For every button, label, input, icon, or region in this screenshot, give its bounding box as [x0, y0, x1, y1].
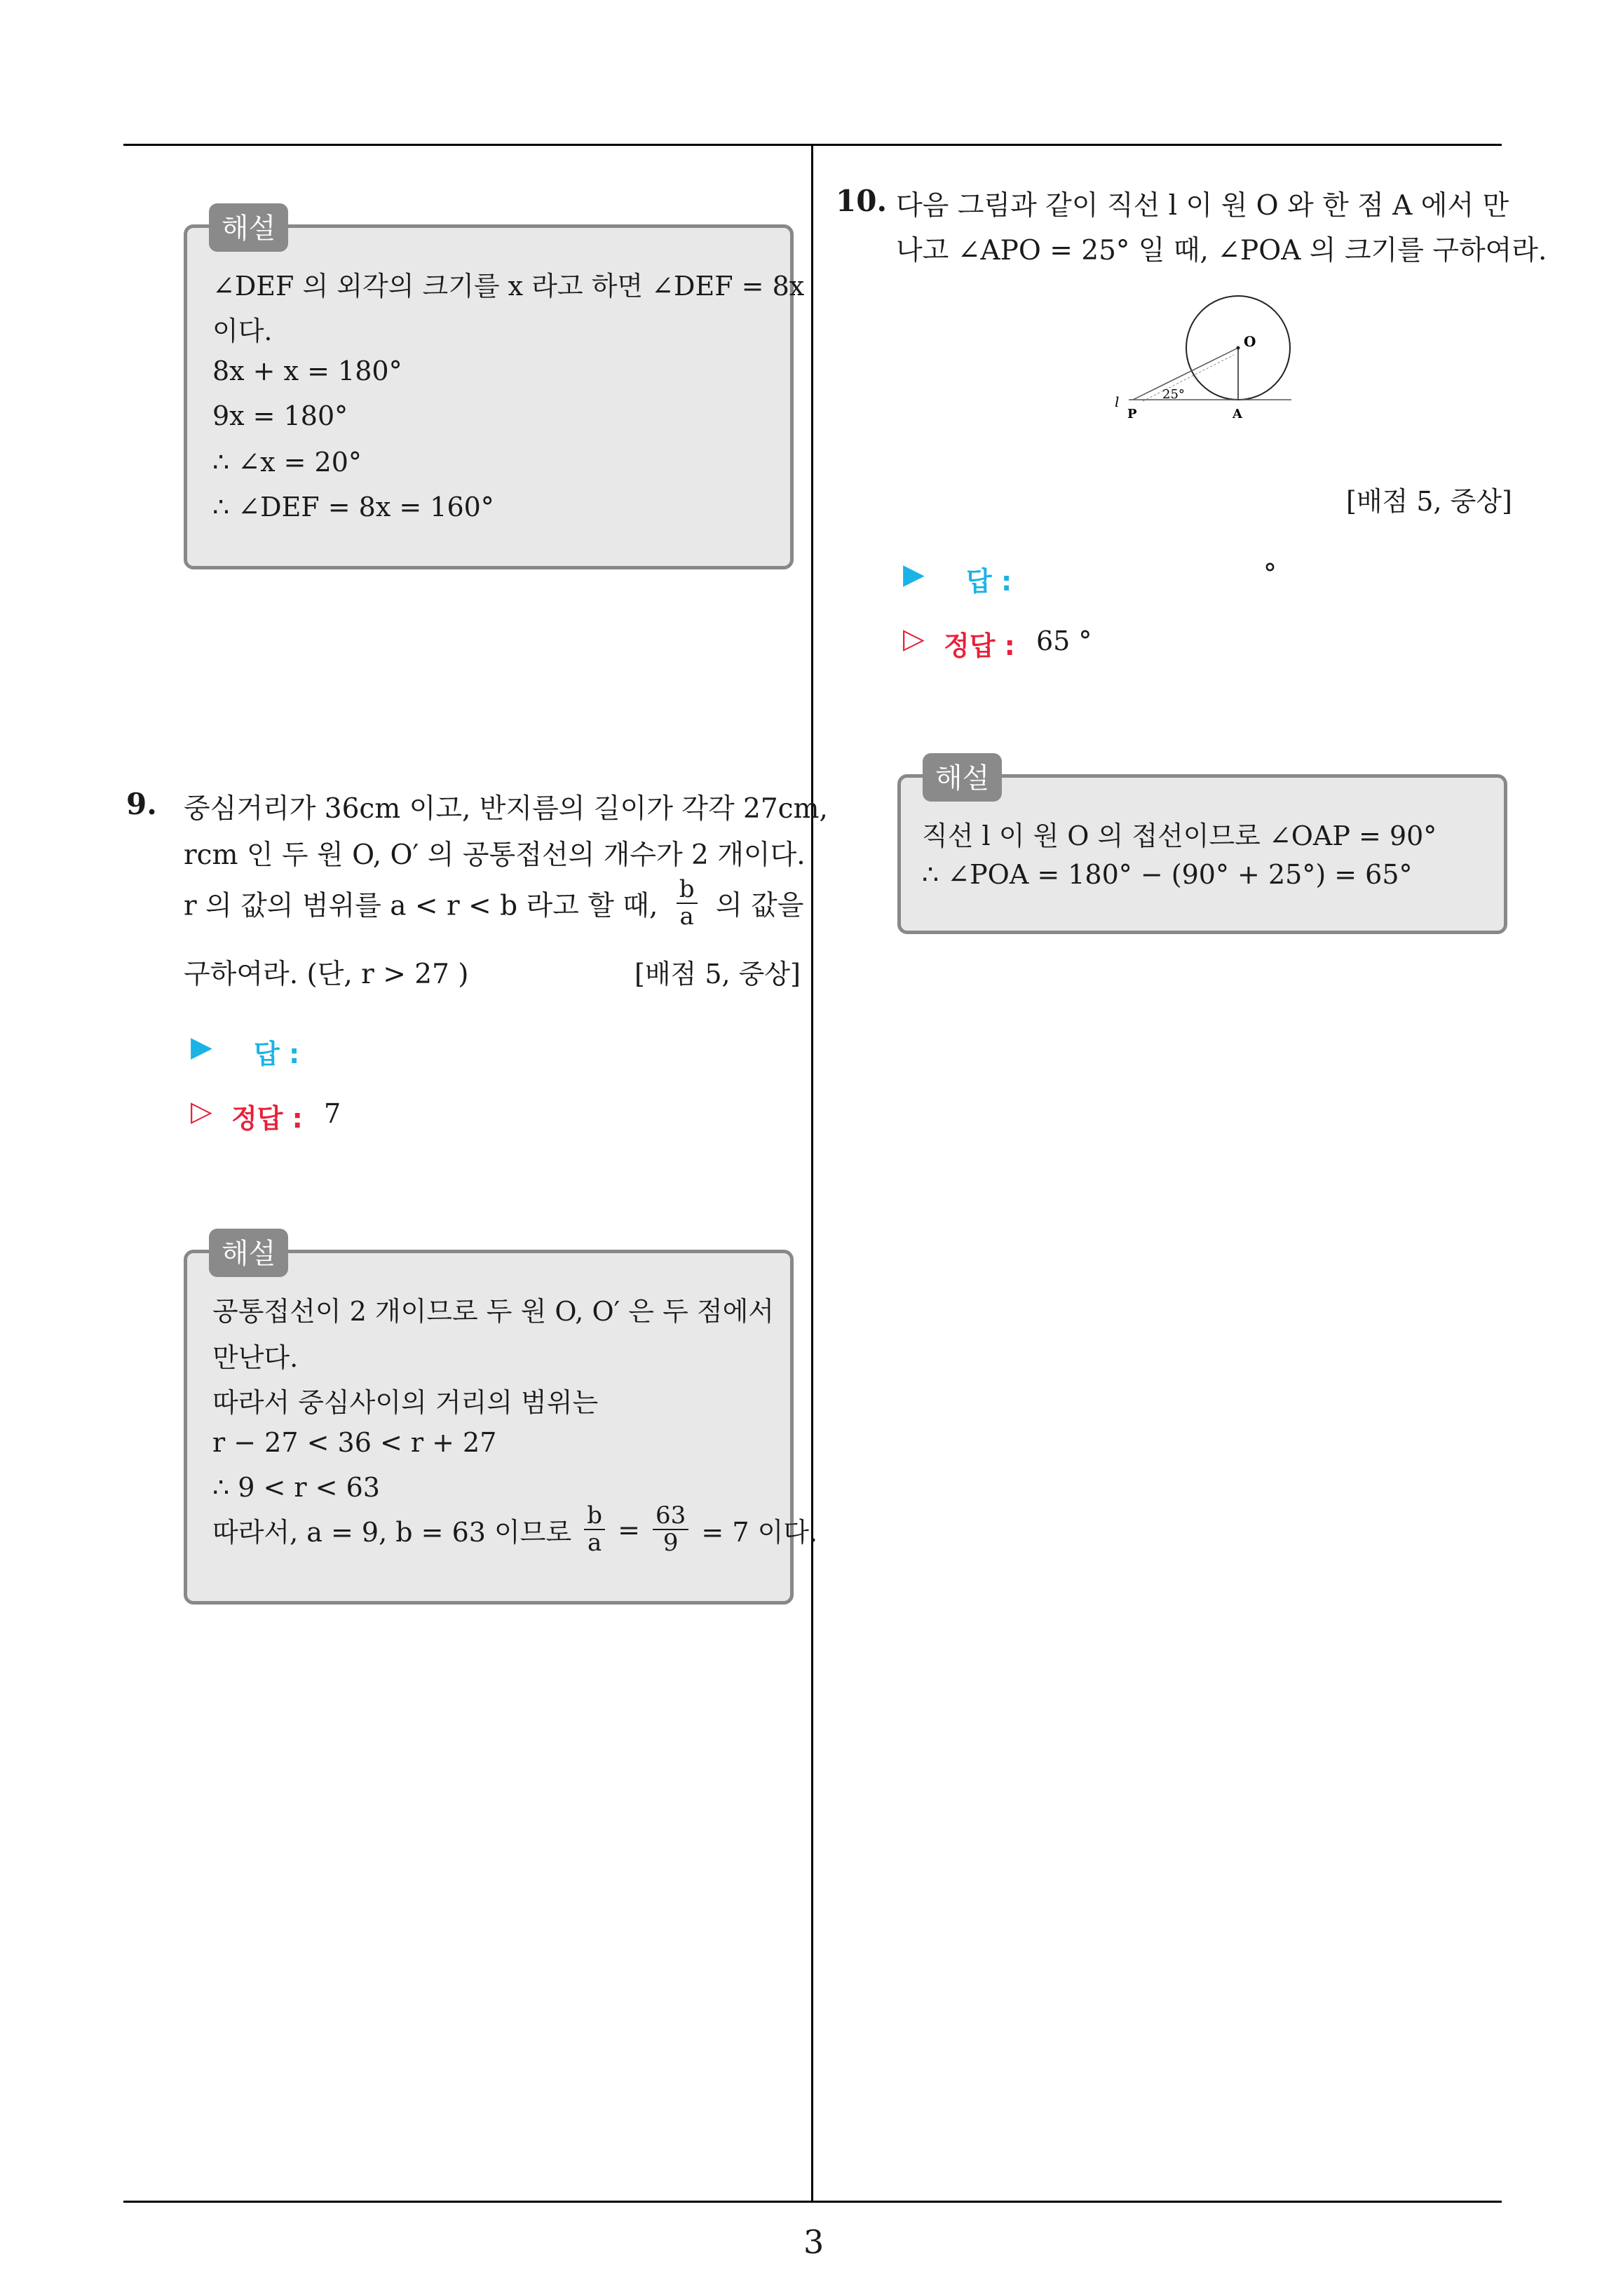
question-text-part: r 의 값의 범위를 a < r < b 라고 할 때, — [184, 890, 658, 922]
solution-line: r − 27 < 36 < r + 27 — [212, 1427, 497, 1458]
circle-tangent-figure — [1101, 295, 1311, 435]
question-number: 10. — [836, 184, 888, 218]
solution-text-part: 따라서, a = 9, b = 63 이므로 — [212, 1516, 572, 1548]
score-badge: [배점 5, 중상] — [1346, 486, 1512, 517]
solution-box-q9 — [184, 1250, 818, 1605]
equals-sign: = — [618, 1514, 640, 1546]
bottom-rule — [123, 2201, 1502, 2203]
question-text: 중심거리가 36cm 이고, 반지름의 길이가 각각 27cm, — [184, 793, 828, 825]
label-p: P — [1127, 407, 1137, 421]
question-text: 구하여라. (단, r > 27 ) — [184, 959, 469, 990]
question-text-part: 의 값을 — [715, 890, 804, 922]
fraction-denominator: a — [587, 1529, 602, 1558]
fraction-63-over-9 — [653, 1503, 688, 1557]
question-number: 9. — [126, 787, 157, 821]
correct-arrow-icon: ▷ — [191, 1095, 212, 1128]
fraction-numerator: b — [584, 1503, 605, 1530]
fraction-denominator: 9 — [663, 1529, 679, 1558]
answer-label: 답 : — [966, 566, 1012, 597]
center-dot — [1237, 346, 1240, 350]
correct-label: 정답 : — [231, 1103, 303, 1134]
solution-line: ∴ ∠x = 20° — [212, 447, 362, 478]
solution-line: 9x = 180° — [212, 400, 348, 431]
correct-arrow-icon: ▷ — [903, 623, 925, 655]
label-l: l — [1115, 393, 1120, 410]
fraction-b-over-a — [677, 877, 698, 931]
segment-po — [1133, 348, 1238, 400]
fraction-denominator: a — [679, 903, 694, 931]
solution-line: 직선 l 이 원 O 의 접선이므로 ∠OAP = 90° — [922, 821, 1437, 851]
question-text: 나고 ∠APO = 25° 일 때, ∠POA 의 크기를 구하여라. — [896, 235, 1547, 266]
solution-tag: 해설 — [923, 753, 1002, 802]
answer-arrow-icon: ▶ — [903, 558, 925, 590]
fraction-numerator: b — [677, 877, 698, 904]
fraction-numerator: 63 — [653, 1503, 688, 1530]
solution-line: 따라서 중심사이의 거리의 범위는 — [212, 1387, 599, 1418]
question-text: 다음 그림과 같이 직선 l 이 원 O 와 한 점 A 에서 만 — [896, 190, 1509, 222]
solution-line: ∠DEF 의 외각의 크기를 x 라고 하면 ∠DEF = 8x — [212, 271, 805, 302]
label-o: O — [1244, 333, 1256, 350]
solution-line: 이다. — [212, 316, 273, 346]
solution-tag: 해설 — [209, 1229, 288, 1277]
solution-line: ∴ ∠POA = 180° − (90° + 25°) = 65° — [922, 859, 1413, 890]
answer-label: 답 : — [254, 1039, 300, 1069]
score-badge: [배점 5, 중상] — [634, 959, 801, 990]
solution-line: ∴ 9 < r < 63 — [212, 1472, 380, 1503]
solution-line: 8x + x = 180° — [212, 356, 402, 386]
fraction-b-over-a — [584, 1503, 605, 1557]
solution-tag: 해설 — [209, 203, 288, 252]
solution-line: ∴ ∠DEF = 8x = 160° — [212, 492, 494, 522]
answer-arrow-icon: ▶ — [191, 1031, 212, 1063]
correct-value: 7 — [324, 1098, 341, 1129]
solution-line: 만난다. — [212, 1342, 299, 1373]
correct-value: 65 ° — [1036, 626, 1092, 656]
column-divider — [811, 144, 813, 2202]
solution-line — [212, 1503, 817, 1557]
correct-label: 정답 : — [944, 630, 1015, 661]
solution-box-top — [184, 224, 805, 569]
label-a: A — [1232, 407, 1242, 421]
solution-text-part: = 7 이다. — [701, 1516, 818, 1548]
page-number: 3 — [803, 2223, 824, 2261]
solution-line: 공통접선이 2 개이므로 두 원 O, O′ 은 두 점에서 — [212, 1296, 775, 1327]
question-text — [184, 877, 803, 931]
label-angle: 25° — [1162, 387, 1185, 402]
question-text: rcm 인 두 원 O, O′ 의 공통접선의 개수가 2 개이다. — [184, 839, 806, 871]
answer-unit: ° — [1263, 558, 1277, 589]
